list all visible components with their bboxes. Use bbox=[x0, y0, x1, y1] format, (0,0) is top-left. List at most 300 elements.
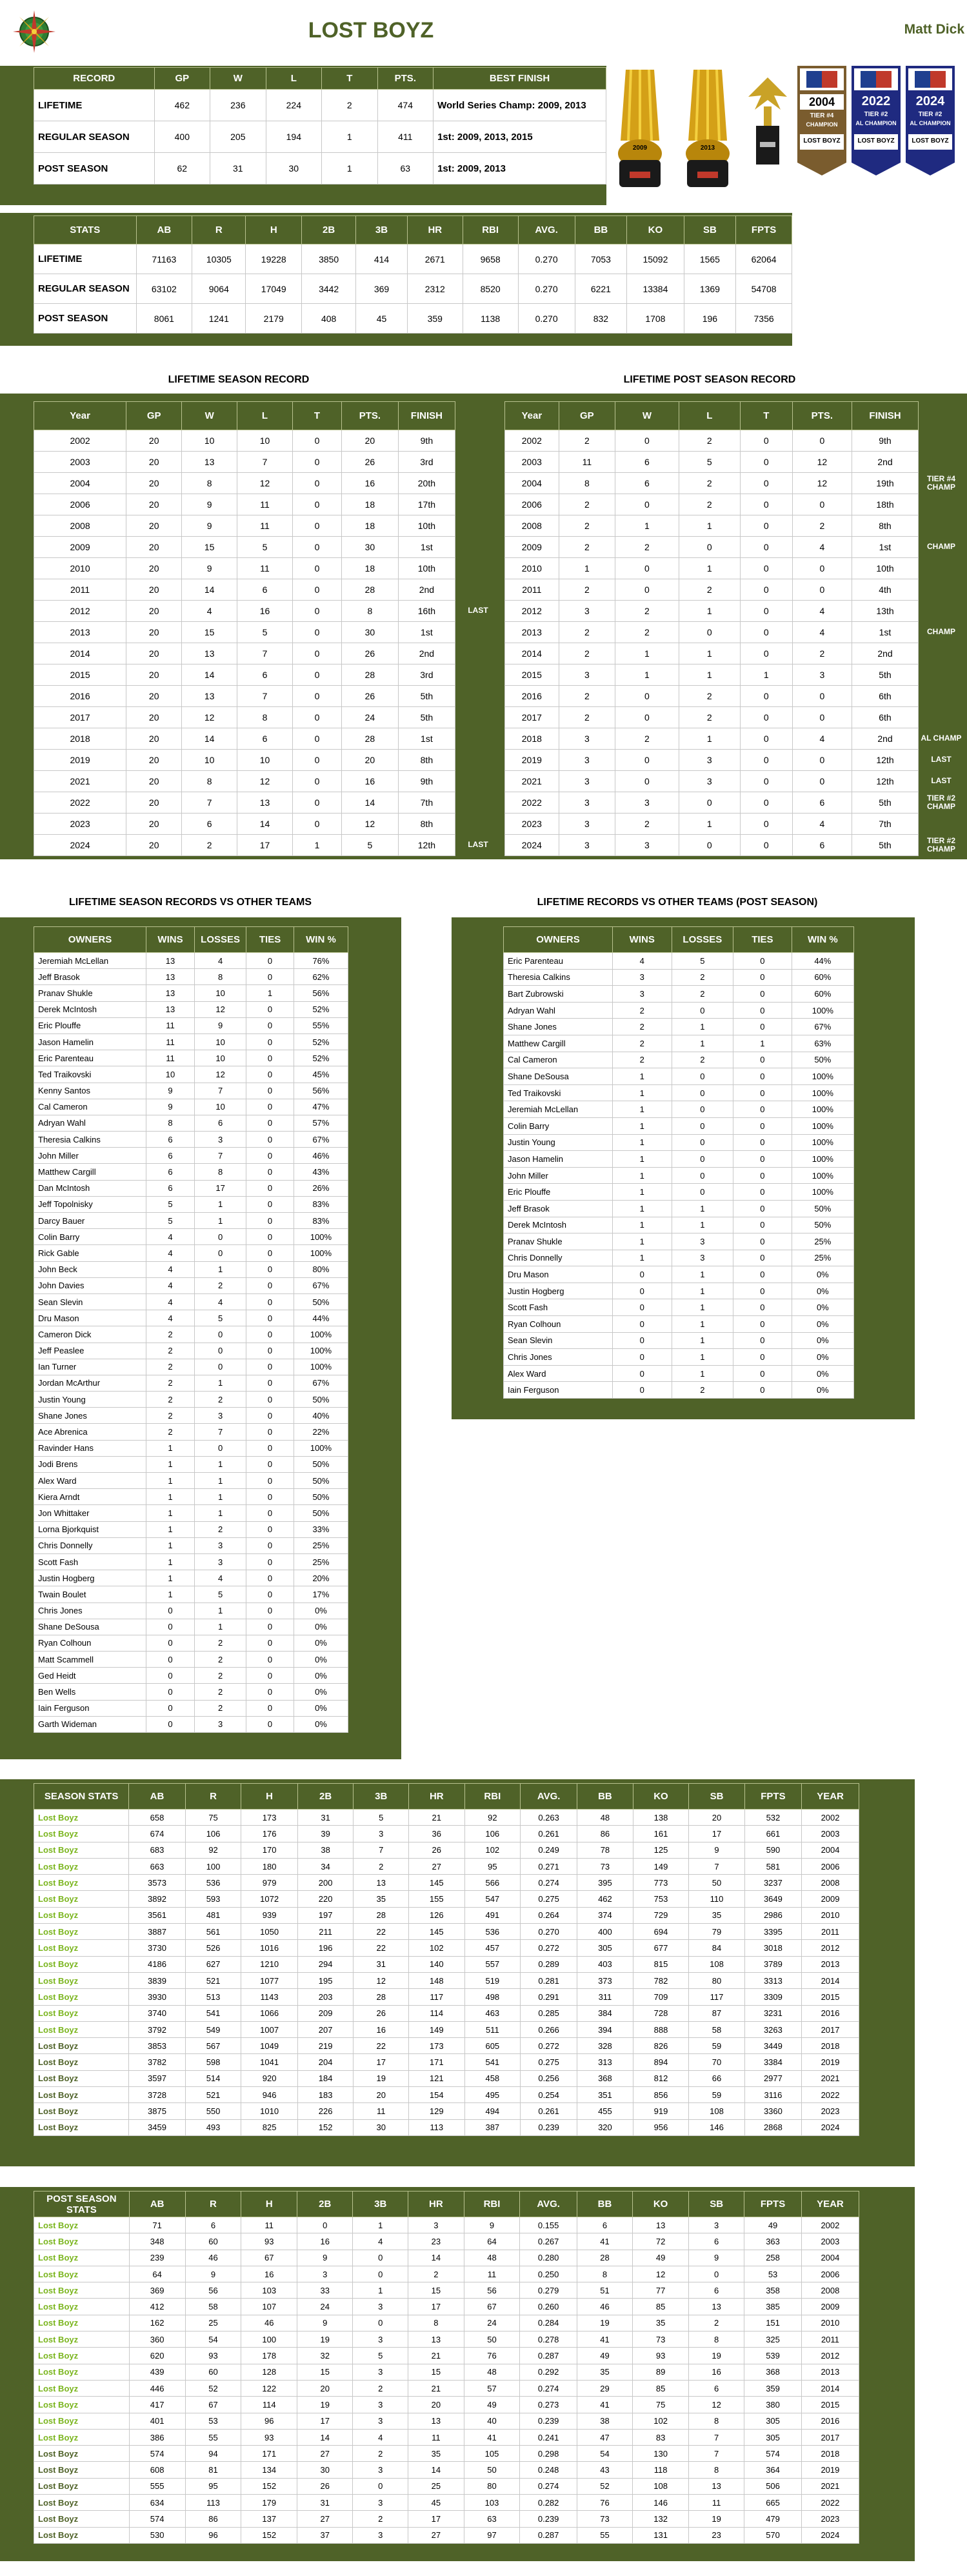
cell: 3 bbox=[612, 969, 672, 986]
table-row bbox=[34, 2005, 859, 2021]
cell: 4 bbox=[195, 1570, 246, 1586]
row-label: 2002 bbox=[505, 430, 559, 452]
cell: 2018 bbox=[802, 2038, 859, 2054]
table-row bbox=[505, 537, 919, 558]
cell: 110 bbox=[689, 1891, 745, 1907]
cell: 28 bbox=[354, 1989, 409, 2005]
cell: 0 bbox=[740, 494, 792, 515]
banner-2024 bbox=[906, 66, 955, 175]
logo bbox=[12, 9, 57, 54]
cell: 550 bbox=[185, 2103, 241, 2119]
cell: 8 bbox=[559, 473, 615, 494]
cell: 76 bbox=[577, 2495, 632, 2511]
cell: 1 bbox=[672, 1365, 733, 1382]
column-header: KO bbox=[633, 2192, 689, 2217]
cell: 47% bbox=[294, 1099, 348, 1115]
column-header: AB bbox=[136, 216, 192, 245]
row-label: 2018 bbox=[34, 728, 126, 750]
cell: 113 bbox=[409, 2119, 465, 2135]
trophy-2009 bbox=[613, 63, 667, 192]
cell: 782 bbox=[633, 1972, 689, 1988]
cell: 728 bbox=[633, 2005, 689, 2021]
cell: 0.275 bbox=[521, 1891, 577, 1907]
cell: 95 bbox=[185, 2478, 241, 2494]
cell: 8th bbox=[852, 515, 918, 537]
cell: 55 bbox=[185, 2429, 241, 2445]
row-label: John Beck bbox=[34, 1261, 146, 1277]
cell: 0.278 bbox=[520, 2331, 577, 2348]
cell: 25% bbox=[792, 1250, 853, 1266]
cell: 0.271 bbox=[521, 1858, 577, 1874]
cell: 20 bbox=[126, 771, 182, 792]
table-row bbox=[34, 1456, 348, 1472]
cell: 3561 bbox=[129, 1907, 186, 1923]
cell: 8061 bbox=[136, 304, 192, 334]
table-row bbox=[504, 1052, 854, 1068]
row-label: Ian Turner bbox=[34, 1359, 146, 1375]
cell: 0 bbox=[246, 1586, 294, 1603]
column-header: SB bbox=[689, 1784, 745, 1810]
cell: World Series Champ: 2009, 2013 bbox=[434, 90, 606, 121]
column-header: 2B bbox=[297, 1784, 354, 1810]
column-header: YEAR bbox=[802, 1784, 859, 1810]
cell: 20 bbox=[689, 1810, 745, 1826]
column-header: HR bbox=[409, 1784, 465, 1810]
cell: 35 bbox=[689, 1907, 745, 1923]
table-row bbox=[504, 1299, 854, 1316]
cell: 23 bbox=[408, 2233, 464, 2250]
cell: 0 bbox=[146, 1635, 194, 1651]
cell: 401 bbox=[129, 2413, 185, 2429]
cell: 2 bbox=[353, 2446, 408, 2462]
trophy-icon bbox=[681, 63, 735, 192]
cell: 45 bbox=[408, 2495, 464, 2511]
cell: 0 bbox=[733, 1068, 792, 1085]
cell: 16 bbox=[297, 2233, 353, 2250]
table-row bbox=[505, 835, 919, 856]
row-label: Kiera Arndt bbox=[34, 1489, 146, 1505]
cell: 108 bbox=[633, 2478, 689, 2494]
cell: 52% bbox=[294, 1001, 348, 1017]
cell: 2986 bbox=[744, 1907, 801, 1923]
cell: 14 bbox=[342, 792, 399, 814]
cell: 408 bbox=[302, 304, 356, 334]
cell: 155 bbox=[409, 1891, 465, 1907]
table-row bbox=[505, 728, 919, 750]
cell: 46% bbox=[294, 1148, 348, 1164]
row-label: Pranav Shukle bbox=[34, 985, 146, 1001]
cell: 45 bbox=[356, 304, 408, 334]
cell: 0 bbox=[615, 750, 679, 771]
cell: 1 bbox=[146, 1505, 194, 1521]
cell: 549 bbox=[185, 2021, 241, 2037]
cell: 0.261 bbox=[521, 2103, 577, 2119]
cell: 7356 bbox=[736, 304, 792, 334]
table-row bbox=[34, 304, 792, 334]
banner-line2: AL CHAMPION bbox=[910, 120, 951, 126]
row-label: REGULAR SEASON bbox=[34, 274, 137, 304]
cell: 93 bbox=[633, 2348, 689, 2364]
cell: 946 bbox=[241, 2087, 298, 2103]
table-row bbox=[34, 2462, 859, 2478]
column-header: AB bbox=[129, 2192, 185, 2217]
banner-line1: TIER #4 bbox=[810, 112, 834, 119]
table-row bbox=[34, 579, 455, 601]
cell: 1 bbox=[146, 1473, 194, 1489]
row-label: 2004 bbox=[505, 473, 559, 494]
cell: 14 bbox=[182, 728, 237, 750]
cell: 1 bbox=[612, 1068, 672, 1085]
cell: 64 bbox=[129, 2266, 185, 2282]
cell: 3 bbox=[559, 728, 615, 750]
cell: 50% bbox=[294, 1473, 348, 1489]
column-header: BB bbox=[577, 1784, 633, 1810]
cell: 0 bbox=[246, 1115, 294, 1131]
cell: 62 bbox=[154, 153, 210, 185]
cell: 0 bbox=[672, 1117, 733, 1134]
cell: 0 bbox=[733, 1134, 792, 1151]
table-row bbox=[34, 537, 455, 558]
table-row bbox=[34, 1245, 348, 1261]
cell: 2nd bbox=[398, 643, 455, 664]
cell: 20 bbox=[126, 622, 182, 643]
cell: 92 bbox=[185, 1842, 241, 1858]
banner-year: 2004 bbox=[808, 95, 835, 108]
table-row bbox=[504, 1084, 854, 1101]
cell: 67 bbox=[185, 2397, 241, 2413]
cell: 0 bbox=[612, 1316, 672, 1333]
cell: 0.273 bbox=[520, 2397, 577, 2413]
owner-name: Matt Dick bbox=[904, 22, 964, 37]
row-label: Jeff Brasok bbox=[504, 1200, 613, 1217]
cell: 0 bbox=[733, 1002, 792, 1019]
cell: 152 bbox=[241, 2527, 297, 2543]
cell: 100% bbox=[294, 1245, 348, 1261]
cell: 0 bbox=[612, 1332, 672, 1349]
cell: 2 bbox=[679, 473, 740, 494]
cell: 3597 bbox=[129, 2070, 186, 2086]
cell: 661 bbox=[744, 1826, 801, 1842]
cell: 1 bbox=[672, 1266, 733, 1283]
row-label: Lost Boyz bbox=[34, 1956, 129, 1972]
table-row bbox=[504, 1266, 854, 1283]
cell: 0.241 bbox=[520, 2429, 577, 2445]
cell: 0 bbox=[246, 1148, 294, 1164]
cell: 3 bbox=[559, 792, 615, 814]
row-label: Ryan Colhoun bbox=[504, 1316, 613, 1333]
column-header: OWNERS bbox=[504, 927, 613, 953]
cell: 320 bbox=[577, 2119, 633, 2135]
cell: 414 bbox=[356, 245, 408, 274]
row-label: Jason Hamelin bbox=[34, 1033, 146, 1050]
cell: 3892 bbox=[129, 1891, 186, 1907]
cell: 519 bbox=[464, 1972, 521, 1988]
cell: 121 bbox=[409, 2070, 465, 2086]
table-row bbox=[34, 2233, 859, 2250]
row-label: Lost Boyz bbox=[34, 1972, 129, 1988]
cell: 3313 bbox=[744, 1972, 801, 1988]
cell: 55 bbox=[577, 2527, 632, 2543]
table-row bbox=[34, 2250, 859, 2266]
cell: 6 bbox=[146, 1164, 194, 1180]
cell: 536 bbox=[464, 1924, 521, 1940]
cell: 105 bbox=[464, 2446, 520, 2462]
cell: 1 bbox=[679, 664, 740, 686]
cell: 15 bbox=[408, 2364, 464, 2380]
cell: 3 bbox=[353, 2397, 408, 2413]
cell: 52% bbox=[294, 1033, 348, 1050]
cell: 15 bbox=[297, 2364, 353, 2380]
cell: 81 bbox=[185, 2462, 241, 2478]
cell: 3789 bbox=[744, 1956, 801, 1972]
cell: 1st bbox=[852, 622, 918, 643]
cell: 0 bbox=[733, 1365, 792, 1382]
cell: 2018 bbox=[801, 2446, 859, 2462]
cell: 677 bbox=[633, 1940, 689, 1956]
cell: 0 bbox=[246, 1668, 294, 1684]
column-header: FINISH bbox=[852, 402, 918, 430]
cell: 0 bbox=[292, 558, 341, 579]
table-row bbox=[34, 1359, 348, 1375]
cell: 100% bbox=[792, 1084, 853, 1101]
cell: 0 bbox=[246, 1424, 294, 1440]
cell: 536 bbox=[185, 1875, 241, 1891]
cell: 11 bbox=[237, 515, 293, 537]
cell: 13 bbox=[689, 2478, 744, 2494]
cell: 894 bbox=[633, 2054, 689, 2070]
row-label: Rick Gable bbox=[34, 1245, 146, 1261]
cell: 2 bbox=[792, 643, 852, 664]
cell: 3 bbox=[195, 1537, 246, 1553]
table-row bbox=[34, 430, 455, 452]
cell: 8 bbox=[689, 2413, 744, 2429]
cell: 0 bbox=[246, 1050, 294, 1066]
banner-year: 2024 bbox=[915, 94, 945, 108]
cell: 359 bbox=[744, 2380, 802, 2396]
column-header: 2B bbox=[302, 216, 356, 245]
banner-line2: CHAMPION bbox=[806, 121, 838, 128]
cell: 0.270 bbox=[518, 274, 575, 304]
vs-teams-post-table bbox=[503, 926, 854, 1399]
cell: 8 bbox=[195, 969, 246, 985]
cell: 173 bbox=[241, 1810, 298, 1826]
cell: 369 bbox=[129, 2282, 185, 2299]
table-row bbox=[505, 494, 919, 515]
cell: 20% bbox=[294, 1570, 348, 1586]
table-row bbox=[505, 664, 919, 686]
cell: 22 bbox=[354, 2038, 409, 2054]
cell: 539 bbox=[744, 2348, 802, 2364]
cell: 0 bbox=[146, 1668, 194, 1684]
cell: 14 bbox=[408, 2250, 464, 2266]
cell: 2022 bbox=[801, 2495, 859, 2511]
cell: 0 bbox=[246, 1180, 294, 1196]
cell: 1 bbox=[672, 1200, 733, 1217]
finish-note: LAST bbox=[468, 840, 488, 849]
cell: 20 bbox=[342, 430, 399, 452]
cell: 1 bbox=[679, 643, 740, 664]
cell: 0.155 bbox=[520, 2217, 577, 2233]
cell: 387 bbox=[464, 2119, 521, 2135]
cell: 0 bbox=[740, 643, 792, 664]
table-row bbox=[34, 1826, 859, 1842]
cell: 2004 bbox=[801, 2250, 859, 2266]
cell: 13384 bbox=[627, 274, 684, 304]
cell: 729 bbox=[633, 1907, 689, 1923]
row-label: Scott Fash bbox=[504, 1299, 613, 1316]
cell: 2 bbox=[559, 515, 615, 537]
cell: 1 bbox=[740, 664, 792, 686]
cell: 305 bbox=[577, 1940, 633, 1956]
column-header: H bbox=[246, 216, 302, 245]
row-label: 2024 bbox=[505, 835, 559, 856]
cell: 0% bbox=[294, 1716, 348, 1732]
cell: 45% bbox=[294, 1066, 348, 1083]
cell: 5th bbox=[852, 792, 918, 814]
cell: 86 bbox=[577, 1826, 633, 1842]
cell: 0 bbox=[246, 1440, 294, 1456]
trophy-year-label: 2009 bbox=[632, 145, 648, 152]
cell: 20 bbox=[126, 686, 182, 707]
cell: 0% bbox=[792, 1283, 853, 1299]
cell: 93 bbox=[185, 2348, 241, 2364]
row-label: Colin Barry bbox=[504, 1117, 613, 1134]
cell: 17% bbox=[294, 1586, 348, 1603]
column-header: R bbox=[185, 1784, 241, 1810]
cell: 3442 bbox=[302, 274, 356, 304]
cell: 2022 bbox=[802, 2087, 859, 2103]
cell: 1st: 2009, 2013 bbox=[434, 153, 606, 185]
table-row bbox=[34, 1570, 348, 1586]
cell: 1 bbox=[146, 1570, 194, 1586]
row-label: Jeff Topolnisky bbox=[34, 1196, 146, 1212]
column-header: 3B bbox=[354, 1784, 409, 1810]
cell: 0 bbox=[740, 473, 792, 494]
table-row bbox=[34, 2364, 859, 2380]
cell: 0 bbox=[612, 1283, 672, 1299]
cell: 2008 bbox=[801, 2282, 859, 2299]
trophy-2013 bbox=[681, 63, 735, 192]
cell: 20 bbox=[126, 515, 182, 537]
cell: 17 bbox=[237, 835, 293, 856]
cell: 2 bbox=[146, 1375, 194, 1391]
table-row bbox=[504, 1382, 854, 1399]
column-header: WIN % bbox=[294, 927, 348, 953]
cell: 114 bbox=[241, 2397, 297, 2413]
cell: 0.260 bbox=[520, 2299, 577, 2315]
cell: 4 bbox=[146, 1245, 194, 1261]
cell: 0.249 bbox=[521, 1842, 577, 1858]
cell: 0 bbox=[733, 1217, 792, 1233]
cell: 0 bbox=[733, 1052, 792, 1068]
cell: 128 bbox=[241, 2364, 297, 2380]
cell: 2 bbox=[353, 2511, 408, 2527]
cell: 3 bbox=[353, 2495, 408, 2511]
cell: 9 bbox=[297, 2315, 353, 2331]
cell: 5 bbox=[353, 2348, 408, 2364]
row-label: 2012 bbox=[505, 601, 559, 622]
cell: 103 bbox=[241, 2282, 297, 2299]
cell: 8th bbox=[398, 814, 455, 835]
column-header: R bbox=[185, 2192, 241, 2217]
cell: 100% bbox=[792, 1101, 853, 1118]
cell: 458 bbox=[464, 2070, 521, 2086]
cell: 100% bbox=[792, 1117, 853, 1134]
cell: 1565 bbox=[684, 245, 736, 274]
cell: 2 bbox=[615, 814, 679, 835]
cell: 2 bbox=[612, 1019, 672, 1035]
table-row bbox=[34, 1716, 348, 1732]
table-row bbox=[34, 835, 455, 856]
cell: 2021 bbox=[801, 2478, 859, 2494]
table-row bbox=[34, 2087, 859, 2103]
cell: 11 bbox=[237, 558, 293, 579]
column-header: T bbox=[740, 402, 792, 430]
table-row bbox=[34, 2054, 859, 2070]
cell: 184 bbox=[297, 2070, 354, 2086]
row-label: Jeff Brasok bbox=[34, 969, 146, 985]
cell: 394 bbox=[577, 2021, 633, 2037]
cell: 920 bbox=[241, 2070, 298, 2086]
table-row bbox=[34, 792, 455, 814]
cell: 48 bbox=[464, 2364, 520, 2380]
column-header: BB bbox=[575, 216, 627, 245]
cell: 56 bbox=[185, 2282, 241, 2299]
row-label: Justin Hogberg bbox=[504, 1283, 613, 1299]
cell: 0 bbox=[353, 2266, 408, 2282]
cell: 4 bbox=[353, 2429, 408, 2445]
cell: 493 bbox=[185, 2119, 241, 2135]
cell: 100% bbox=[294, 1326, 348, 1343]
vs-teams-title: LIFETIME SEASON RECORDS VS OTHER TEAMS bbox=[68, 897, 312, 908]
cell: 52 bbox=[185, 2380, 241, 2396]
cell: 40% bbox=[294, 1408, 348, 1424]
row-label: POST SEASON bbox=[34, 153, 155, 185]
cell: 0 bbox=[733, 1349, 792, 1366]
cell: 22 bbox=[354, 1940, 409, 1956]
cell: 7 bbox=[689, 2429, 744, 2445]
row-label: Jeff Peaslee bbox=[34, 1343, 146, 1359]
cell: 73 bbox=[633, 2331, 689, 2348]
cell: 939 bbox=[241, 1907, 298, 1923]
cell: 12 bbox=[182, 707, 237, 728]
cell: 1 bbox=[733, 1035, 792, 1052]
cell: 2006 bbox=[802, 1858, 859, 1874]
cell: 14 bbox=[182, 664, 237, 686]
cell: 325 bbox=[744, 2331, 802, 2348]
cell: 48 bbox=[577, 1810, 633, 1826]
cell: 1 bbox=[679, 558, 740, 579]
cell: 0.274 bbox=[520, 2380, 577, 2396]
cell: 7th bbox=[398, 792, 455, 814]
cell: 8 bbox=[689, 2462, 744, 2478]
cell: 1 bbox=[679, 515, 740, 537]
column-header: YEAR bbox=[801, 2192, 859, 2217]
cell: 8 bbox=[182, 771, 237, 792]
cell: 0 bbox=[353, 2478, 408, 2494]
row-label: Lost Boyz bbox=[34, 2413, 130, 2429]
cell: 1 bbox=[612, 1151, 672, 1168]
cell: 9 bbox=[297, 2250, 353, 2266]
row-label: 2006 bbox=[505, 494, 559, 515]
cell: 38 bbox=[577, 2413, 632, 2429]
table-row bbox=[34, 1473, 348, 1489]
cell: 0 bbox=[292, 622, 341, 643]
cell: 364 bbox=[744, 2462, 802, 2478]
table-row bbox=[34, 2103, 859, 2119]
cell: 0 bbox=[195, 1245, 246, 1261]
cell: 4 bbox=[792, 601, 852, 622]
